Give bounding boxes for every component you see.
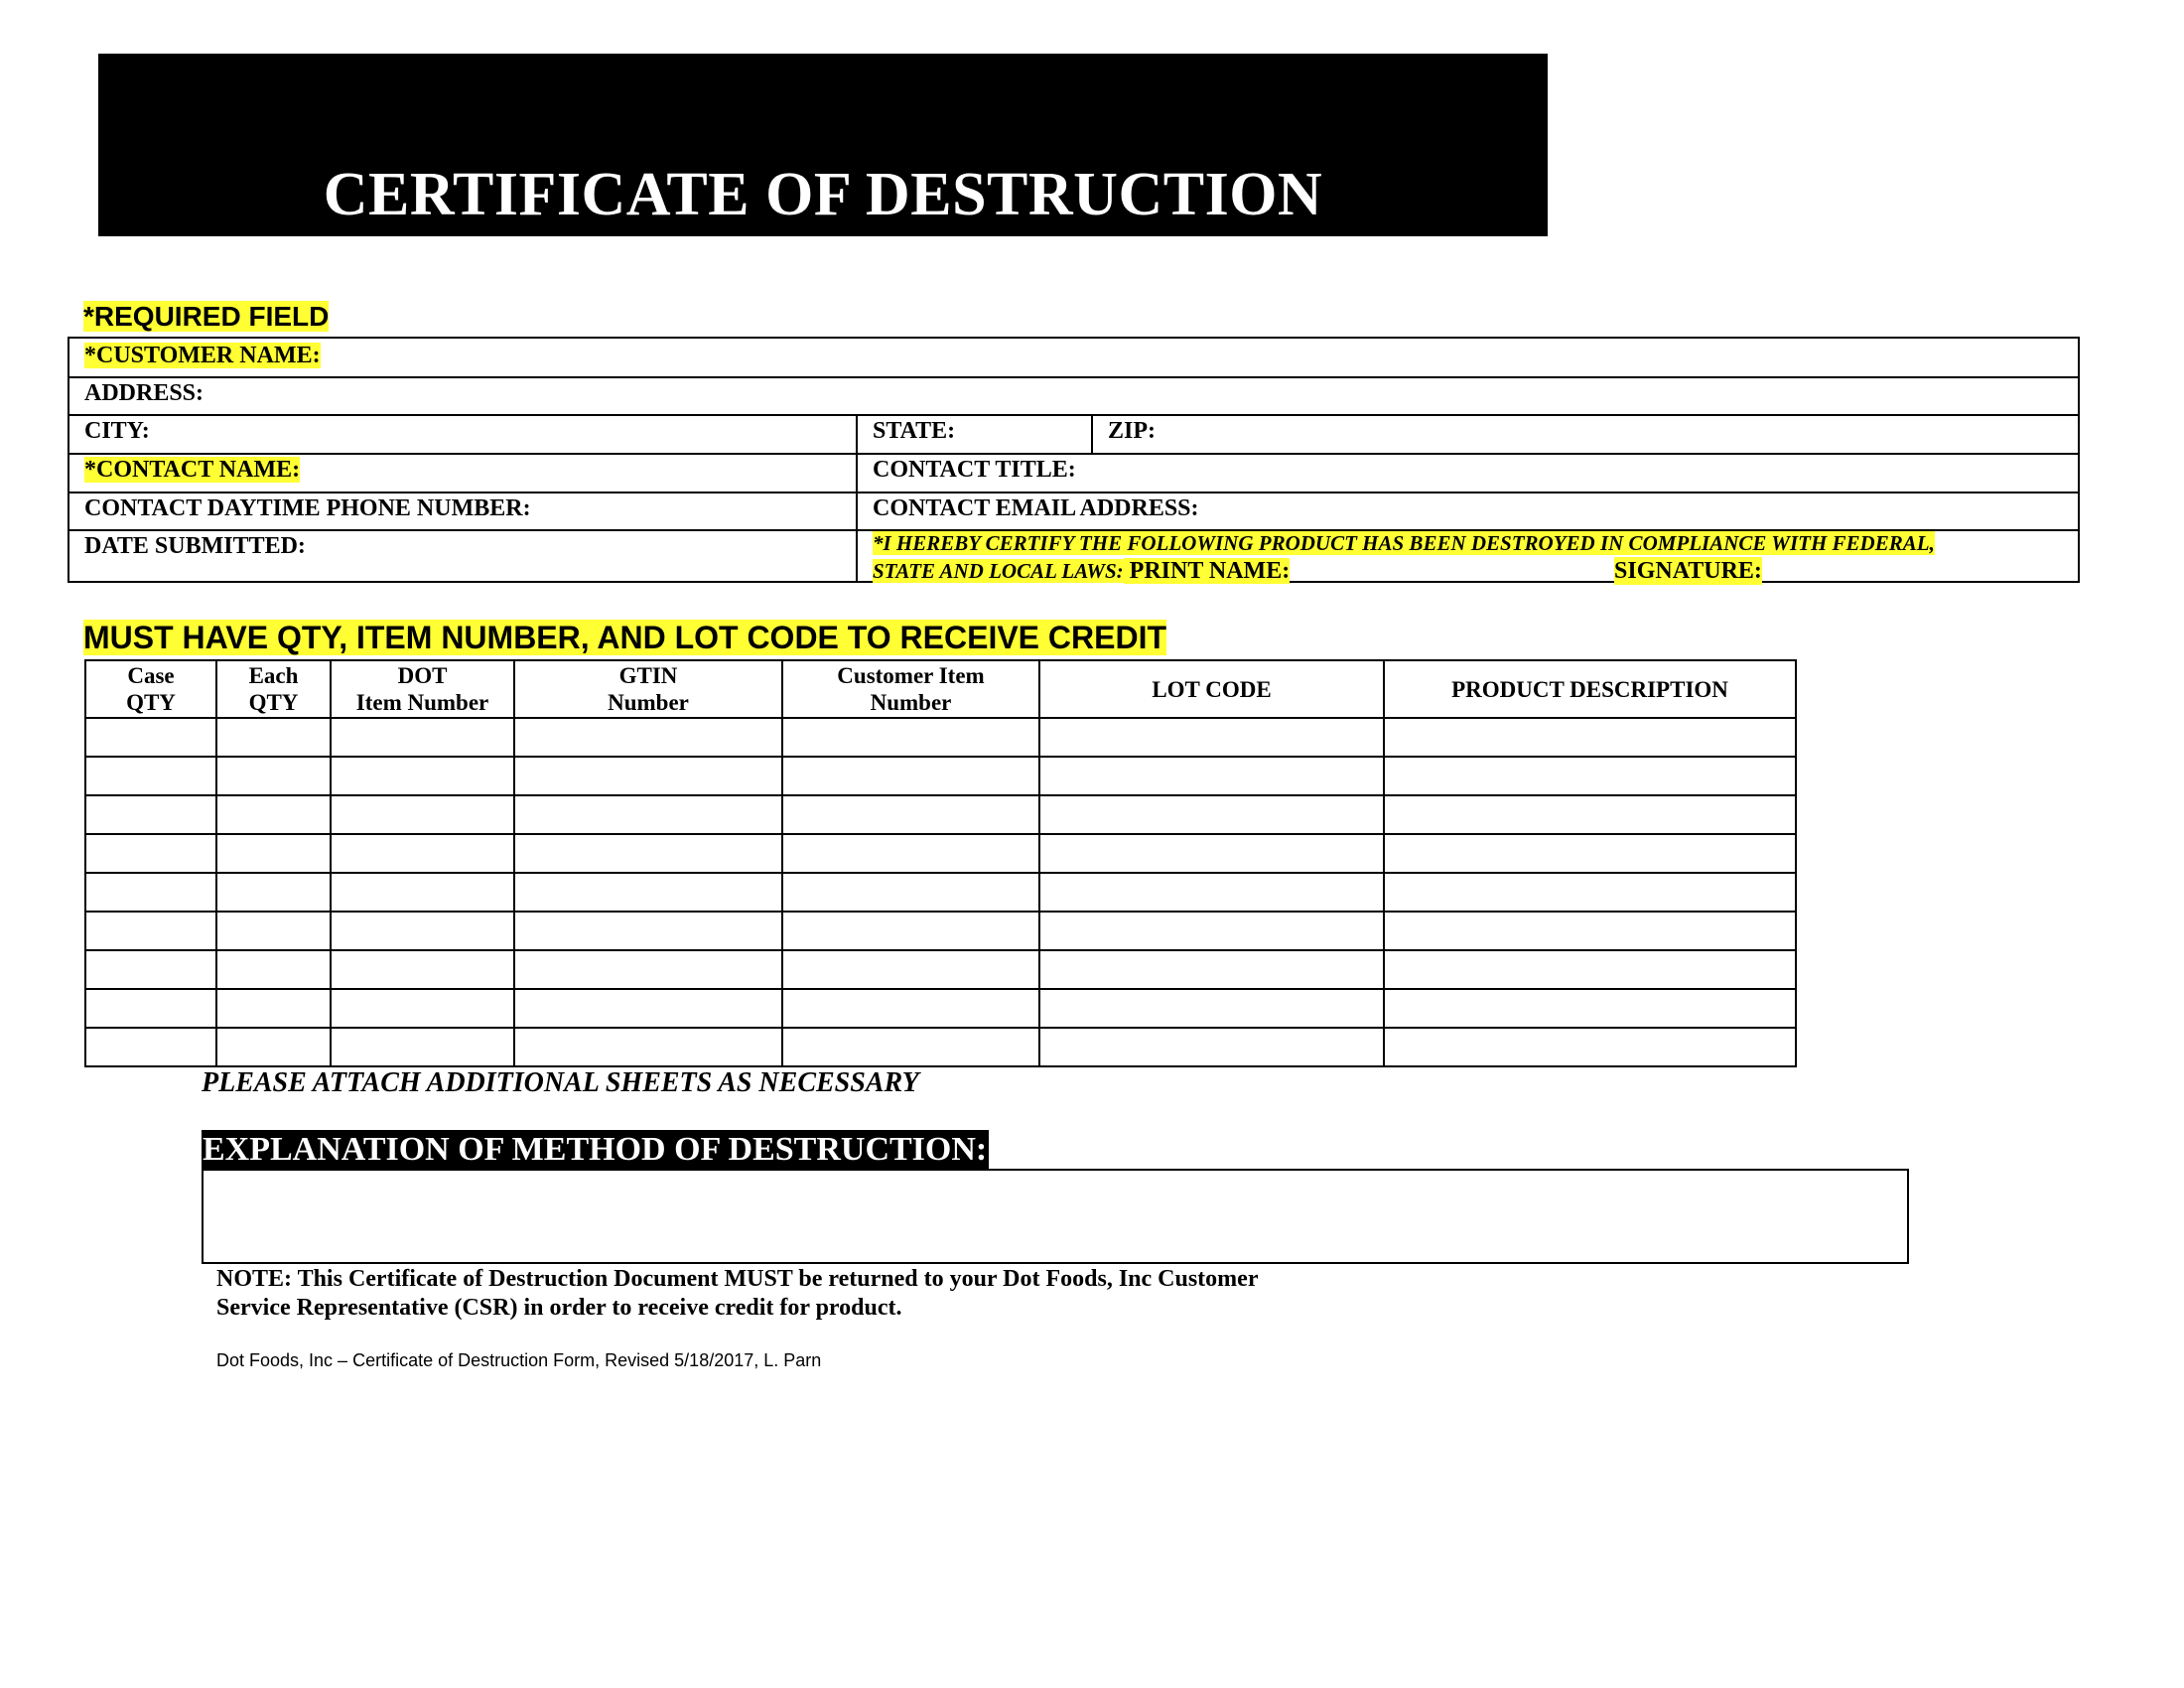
return-note-line1: NOTE: This Certificate of Destruction Document MUST be returned to your Dot Foods, Inc Customer xyxy=(216,1266,1259,1292)
table-cell[interactable] xyxy=(85,912,216,950)
table-cell[interactable] xyxy=(782,757,1039,795)
table-cell[interactable] xyxy=(782,950,1039,989)
product-items-table xyxy=(84,659,1797,1067)
table-cell[interactable] xyxy=(85,1028,216,1066)
table-cell[interactable] xyxy=(1039,795,1384,834)
table-cell[interactable] xyxy=(1384,795,1796,834)
table-cell[interactable] xyxy=(782,873,1039,912)
table-cell[interactable] xyxy=(782,795,1039,834)
contact-title-label: CONTACT TITLE: xyxy=(873,457,1076,483)
customer-name-label: *CUSTOMER NAME: xyxy=(84,343,321,368)
customer-info-form xyxy=(68,337,2080,583)
table-cell[interactable] xyxy=(1039,912,1384,950)
table-cell[interactable] xyxy=(216,912,331,950)
table-cell[interactable] xyxy=(1384,1028,1796,1066)
table-row xyxy=(85,718,1796,757)
date-certify-row xyxy=(69,529,2078,584)
table-cell[interactable] xyxy=(331,950,514,989)
table-row xyxy=(85,834,1796,873)
table-cell[interactable] xyxy=(216,950,331,989)
table-row xyxy=(85,950,1796,989)
email-label: CONTACT EMAIL ADDRESS: xyxy=(873,495,1199,521)
table-cell[interactable] xyxy=(216,834,331,873)
table-cell[interactable] xyxy=(782,1028,1039,1066)
table-cell[interactable] xyxy=(1384,718,1796,757)
table-cell[interactable] xyxy=(1039,834,1384,873)
col-dot-item-number: DOT Item Number xyxy=(331,660,514,718)
col-customer-item-number: Customer Item Number xyxy=(782,660,1039,718)
table-cell[interactable] xyxy=(331,757,514,795)
certification-field[interactable] xyxy=(856,529,2078,584)
address-label: ADDRESS: xyxy=(84,380,205,406)
table-cell[interactable] xyxy=(1384,873,1796,912)
email-field[interactable] xyxy=(856,492,2078,529)
table-cell[interactable] xyxy=(331,795,514,834)
table-cell[interactable] xyxy=(331,834,514,873)
table-cell[interactable] xyxy=(216,873,331,912)
table-cell[interactable] xyxy=(85,718,216,757)
table-cell[interactable] xyxy=(782,912,1039,950)
table-cell[interactable] xyxy=(514,912,782,950)
table-cell[interactable] xyxy=(85,989,216,1028)
table-cell[interactable] xyxy=(216,1028,331,1066)
table-cell[interactable] xyxy=(216,795,331,834)
table-cell[interactable] xyxy=(1039,718,1384,757)
state-label: STATE: xyxy=(873,418,956,444)
certify-statement-line2: STATE AND LOCAL LAWS: xyxy=(873,559,1124,583)
address-field[interactable] xyxy=(69,376,2078,414)
table-cell[interactable] xyxy=(85,834,216,873)
table-header-row xyxy=(85,660,1796,718)
zip-field[interactable] xyxy=(1091,414,2078,453)
table-cell[interactable] xyxy=(85,795,216,834)
city-label: CITY: xyxy=(84,418,150,444)
table-row xyxy=(85,795,1796,834)
zip-label: ZIP: xyxy=(1108,418,1156,444)
col-case-qty: Case QTY xyxy=(85,660,216,718)
table-row xyxy=(85,912,1796,950)
phone-email-row xyxy=(69,492,2078,531)
table-cell[interactable] xyxy=(514,718,782,757)
required-field-note: *REQUIRED FIELD xyxy=(83,301,330,332)
table-cell[interactable] xyxy=(514,795,782,834)
table-cell[interactable] xyxy=(514,873,782,912)
phone-field[interactable] xyxy=(69,492,856,529)
table-cell[interactable] xyxy=(1039,873,1384,912)
customer-name-row xyxy=(69,339,2078,378)
contact-row xyxy=(69,453,2078,493)
table-cell[interactable] xyxy=(1039,1028,1384,1066)
table-cell[interactable] xyxy=(216,989,331,1028)
table-cell[interactable] xyxy=(1039,950,1384,989)
signature-label: SIGNATURE: xyxy=(1614,558,1762,584)
table-cell[interactable] xyxy=(85,950,216,989)
table-cell[interactable] xyxy=(514,757,782,795)
table-cell[interactable] xyxy=(1039,989,1384,1028)
form-footer: Dot Foods, Inc – Certificate of Destruction Form, Revised 5/18/2017, L. Parn xyxy=(216,1350,822,1370)
contact-name-field[interactable] xyxy=(69,453,856,492)
return-note xyxy=(216,1265,1408,1323)
phone-label: CONTACT DAYTIME PHONE NUMBER: xyxy=(84,495,531,521)
return-note-line2: Service Representative (CSR) in order to receive credit for product. xyxy=(216,1295,902,1321)
table-cell[interactable] xyxy=(331,1028,514,1066)
col-gtin-number: GTIN Number xyxy=(514,660,782,718)
certify-statement-line1: *I HEREBY CERTIFY THE FOLLOWING PRODUCT HAS BEEN DESTROYED IN COMPLIANCE WITH FEDERAL, xyxy=(873,531,1935,555)
table-cell[interactable] xyxy=(1384,989,1796,1028)
table-cell[interactable] xyxy=(514,950,782,989)
customer-name-field[interactable] xyxy=(69,339,2078,376)
table-cell[interactable] xyxy=(216,757,331,795)
attach-sheets-note: PLEASE ATTACH ADDITIONAL SHEETS AS NECESSARY xyxy=(202,1067,919,1098)
table-row xyxy=(85,1028,1796,1066)
table-cell[interactable] xyxy=(782,834,1039,873)
table-cell[interactable] xyxy=(1384,834,1796,873)
date-submitted-label: DATE SUBMITTED: xyxy=(84,533,306,559)
table-cell[interactable] xyxy=(1039,757,1384,795)
address-row xyxy=(69,376,2078,416)
table-cell[interactable] xyxy=(85,873,216,912)
table-cell[interactable] xyxy=(782,718,1039,757)
table-row xyxy=(85,873,1796,912)
table-cell[interactable] xyxy=(331,718,514,757)
table-cell[interactable] xyxy=(514,834,782,873)
date-submitted-field[interactable] xyxy=(69,529,856,581)
table-cell[interactable] xyxy=(514,989,782,1028)
state-field[interactable] xyxy=(856,414,1091,453)
method-of-destruction-heading: EXPLANATION OF METHOD OF DESTRUCTION: xyxy=(203,1131,988,1168)
col-each-qty: Each QTY xyxy=(216,660,331,718)
table-cell[interactable] xyxy=(331,989,514,1028)
print-name-label: PRINT NAME: xyxy=(1129,558,1291,584)
city-row xyxy=(69,414,2078,455)
contact-name-label: *CONTACT NAME: xyxy=(84,457,301,483)
title-banner xyxy=(98,54,1548,236)
table-cell[interactable] xyxy=(514,1028,782,1066)
page-title: CERTIFICATE OF DESTRUCTION xyxy=(323,161,1323,228)
contact-title-field[interactable] xyxy=(856,453,2078,492)
col-lot-code: LOT CODE xyxy=(1039,660,1384,718)
table-cell[interactable] xyxy=(1384,912,1796,950)
table-cell[interactable] xyxy=(85,757,216,795)
table-row xyxy=(85,757,1796,795)
col-product-description: PRODUCT DESCRIPTION xyxy=(1384,660,1796,718)
table-cell[interactable] xyxy=(1384,950,1796,989)
table-cell[interactable] xyxy=(331,873,514,912)
credit-requirement-heading: MUST HAVE QTY, ITEM NUMBER, AND LOT CODE TO RECEIVE CREDIT xyxy=(83,620,1167,655)
table-cell[interactable] xyxy=(782,989,1039,1028)
table-cell[interactable] xyxy=(216,718,331,757)
method-of-destruction-input[interactable] xyxy=(202,1169,1909,1264)
table-cell[interactable] xyxy=(331,912,514,950)
table-row xyxy=(85,989,1796,1028)
city-field[interactable] xyxy=(69,414,856,453)
table-cell[interactable] xyxy=(1384,757,1796,795)
